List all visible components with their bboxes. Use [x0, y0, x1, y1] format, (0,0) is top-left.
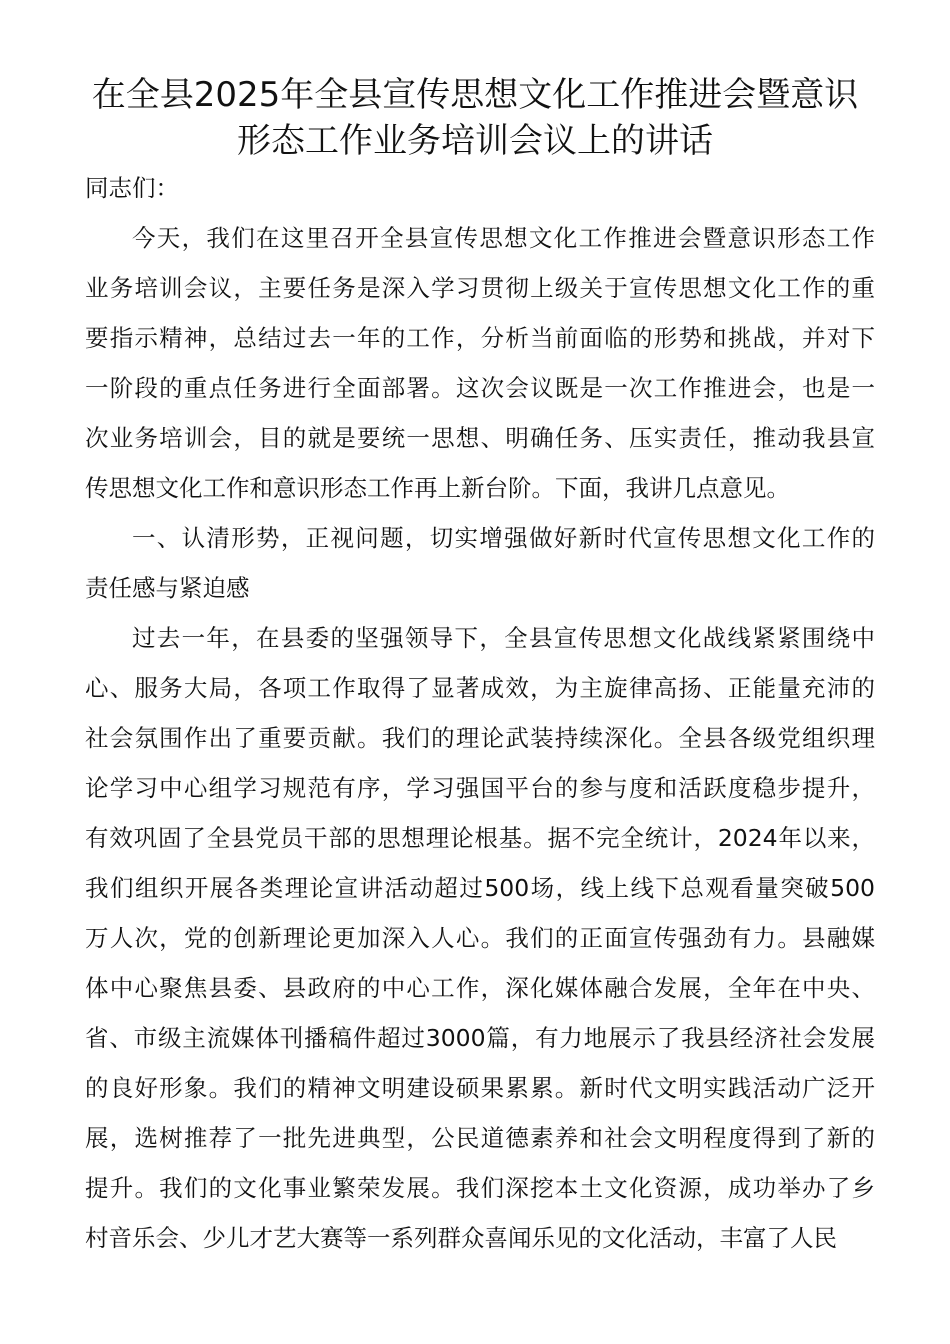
- paragraph-line: 省、市级主流媒体刊播稿件超过3000篇，有力地展示了我县经济社会发展: [85, 1024, 875, 1052]
- paragraph-line: 传思想文化工作和意识形态工作再上新台阶。下面，我讲几点意见。: [85, 474, 790, 502]
- paragraph-line: 要指示精神，总结过去一年的工作，分析当前面临的形势和挑战，并对下: [85, 324, 875, 352]
- paragraph-line: 心、服务大局，各项工作取得了显著成效，为主旋律高扬、正能量充沛的: [85, 674, 875, 702]
- paragraph-line: 一阶段的重点任务进行全面部署。这次会议既是一次工作推进会，也是一: [85, 374, 875, 402]
- section-heading-line: 责任感与紧迫感: [85, 574, 250, 602]
- paragraph-line: 业务培训会议，主要任务是深入学习贯彻上级关于宣传思想文化工作的重: [85, 274, 875, 302]
- document-title-line: 在全县2025年全县宣传思想文化工作推进会暨意识: [91, 75, 859, 115]
- paragraph-line: 次业务培训会，目的就是要统一思想、明确任务、压实责任，推动我县宣: [85, 424, 875, 452]
- paragraph-line: 今天，我们在这里召开全县宣传思想文化工作推进会暨意识形态工作: [132, 224, 875, 252]
- paragraph-line: 我们组织开展各类理论宣讲活动超过500场，线上线下总观看量突破500: [85, 874, 875, 902]
- salutation: 同志们：: [85, 174, 179, 202]
- paragraph-line: 村音乐会、少儿才艺大赛等一系列群众喜闻乐见的文化活动，丰富了人民: [85, 1224, 837, 1252]
- paragraph-line: 有效巩固了全县党员干部的思想理论根基。据不完全统计，2024年以来，: [85, 824, 875, 852]
- paragraph-line: 展，选树推荐了一批先进典型，公民道德素养和社会文明程度得到了新的: [85, 1124, 875, 1152]
- paragraph-line: 的良好形象。我们的精神文明建设硕果累累。新时代文明实践活动广泛开: [85, 1074, 875, 1102]
- paragraph-line: 万人次，党的创新理论更加深入人心。我们的正面宣传强劲有力。县融媒: [85, 924, 875, 952]
- paragraph-line: 体中心聚焦县委、县政府的中心工作，深化媒体融合发展，全年在中央、: [85, 974, 875, 1002]
- paragraph-line: 提升。我们的文化事业繁荣发展。我们深挖本土文化资源，成功举办了乡: [85, 1174, 875, 1202]
- document-title-line: 形态工作业务培训会议上的讲话: [237, 121, 713, 161]
- section-heading-line: 一、认清形势，正视问题，切实增强做好新时代宣传思想文化工作的: [132, 524, 875, 552]
- paragraph-line: 社会氛围作出了重要贡献。我们的理论武装持续深化。全县各级党组织理: [85, 724, 875, 752]
- paragraph-line: 过去一年，在县委的坚强领导下，全县宣传思想文化战线紧紧围绕中: [132, 624, 875, 652]
- paragraph-line: 论学习中心组学习规范有序，学习强国平台的参与度和活跃度稳步提升，: [85, 774, 875, 802]
